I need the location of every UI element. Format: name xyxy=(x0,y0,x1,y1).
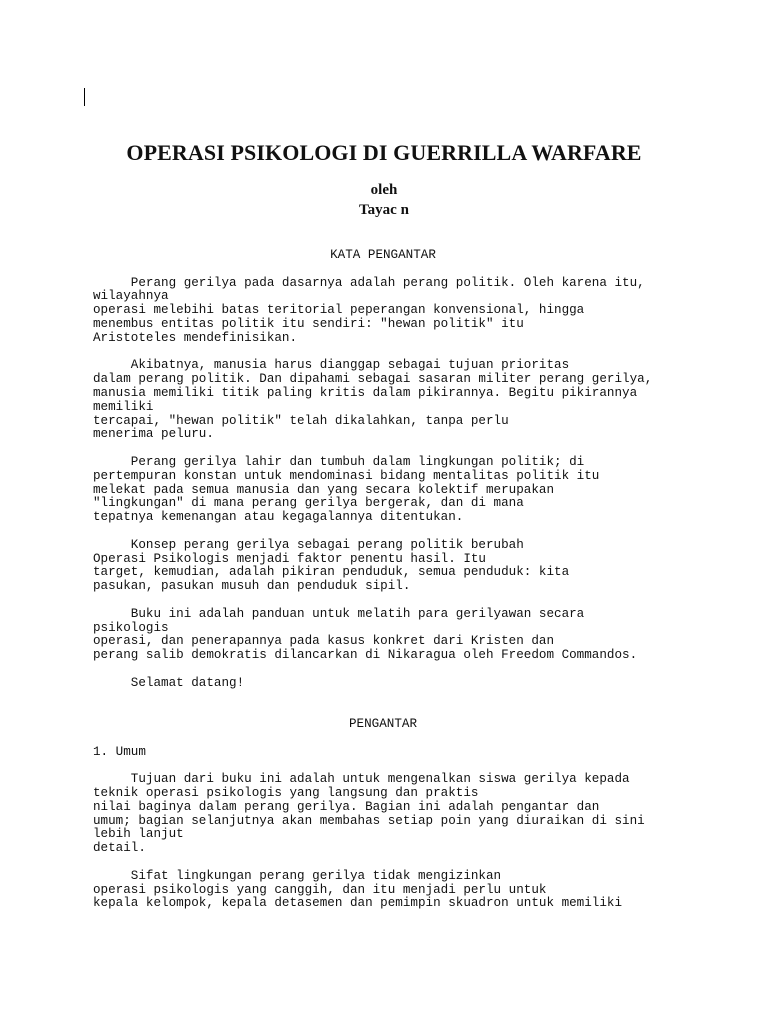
text-line: pasukan, pasukan musuh dan penduduk sipil. xyxy=(93,579,411,594)
section-heading: PENGANTAR xyxy=(348,717,418,732)
text-line: menembus entitas politik itu sendiri: "hewan politik" itu xyxy=(93,316,524,331)
text-line: perang salib demokratis dilancarkan di Nikaragua oleh Freedom Commandos. xyxy=(93,648,638,663)
text-line: lebih lanjut xyxy=(93,827,184,842)
text-line: umum; bagian selanjutnya akan membahas setiap poin yang diuraikan di sini xyxy=(93,813,645,828)
text-line: operasi melebihi batas teritorial peperangan konvensional, hingga xyxy=(93,303,585,318)
text-line: detail. xyxy=(93,841,146,856)
text-line: nilai baginya dalam perang gerilya. Bagian ini adalah pengantar dan xyxy=(93,799,600,814)
blank-line xyxy=(93,704,733,718)
text-line: Tujuan dari buku ini adalah untuk mengenalkan siswa gerilya kepada xyxy=(93,772,630,787)
text-line: kepala kelompok, kepala detasemen dan pemimpin skuadron untuk memiliki xyxy=(93,896,623,911)
blank-line xyxy=(93,346,733,360)
blank-line xyxy=(93,594,733,608)
text-line: manusia memiliki titik paling kritis dalam pikirannya. Begitu pikirannya xyxy=(93,385,638,400)
text-line: melekat pada semua manusia dan yang secara kolektif merupakan xyxy=(93,482,555,497)
text-line: Perang gerilya lahir dan tumbuh dalam lingkungan politik; di xyxy=(93,454,585,469)
text-line: memiliki xyxy=(93,399,154,414)
blank-line xyxy=(93,263,733,277)
text-line: operasi, dan penerapannya pada kasus konkret dari Kristen dan xyxy=(93,634,555,649)
text-line: teknik operasi psikologis yang langsung dan praktis xyxy=(93,786,479,801)
text-line: Konsep perang gerilya sebagai perang politik berubah xyxy=(93,537,524,552)
text-line: Selamat datang! xyxy=(93,675,245,690)
text-line: 1. Umum xyxy=(93,744,146,759)
document-body xyxy=(93,249,733,911)
blank-line xyxy=(93,442,733,456)
text-line: pertempuran konstan untuk mendominasi bidang mentalitas politik itu xyxy=(93,468,600,483)
text-line: tepatnya kemenangan atau kegagalannya ditentukan. xyxy=(93,510,464,525)
text-line: Perang gerilya pada dasarnya adalah perang politik. Oleh karena itu, xyxy=(93,275,645,290)
text-line: tercapai, "hewan politik" telah dikalahkan, tanpa perlu xyxy=(93,413,509,428)
text-line: Aristoteles mendefinisikan. xyxy=(93,330,298,345)
text-line: Operasi Psikologis menjadi faktor penentu hasil. Itu xyxy=(93,551,486,566)
blank-line xyxy=(93,691,733,705)
blank-line xyxy=(93,732,733,746)
text-line: wilayahnya xyxy=(93,289,169,304)
text-line: Sifat lingkungan perang gerilya tidak mengizinkan xyxy=(93,868,502,883)
section-heading: KATA PENGANTAR xyxy=(330,248,436,262)
text-line: dalam perang politik. Dan dipahami sebagai sasaran militer perang gerilya, xyxy=(93,372,653,387)
text-line: psikologis xyxy=(93,620,169,635)
text-line: menerima peluru. xyxy=(93,427,214,442)
byline-label: oleh xyxy=(370,182,398,198)
text-line: target, kemudian, adalah pikiran penduduk, semua penduduk: kita xyxy=(93,565,570,580)
author-name: Tayac n xyxy=(359,202,409,218)
text-line: Akibatnya, manusia harus dianggap sebagai tujuan prioritas xyxy=(93,358,570,373)
text-line: operasi psikologis yang canggih, dan itu menjadi perlu untuk xyxy=(93,882,547,897)
blank-line xyxy=(93,856,733,870)
blank-line xyxy=(93,663,733,677)
document-title: OPERASI PSIKOLOGI DI GUERRILLA WARFARE xyxy=(126,140,642,165)
text-line: "lingkungan" di mana perang gerilya bergerak, dan di mana xyxy=(93,496,524,511)
text-line: Buku ini adalah panduan untuk melatih para gerilyawan secara xyxy=(93,606,585,621)
blank-line xyxy=(93,525,733,539)
text-cursor xyxy=(84,88,85,106)
blank-line xyxy=(93,759,733,773)
